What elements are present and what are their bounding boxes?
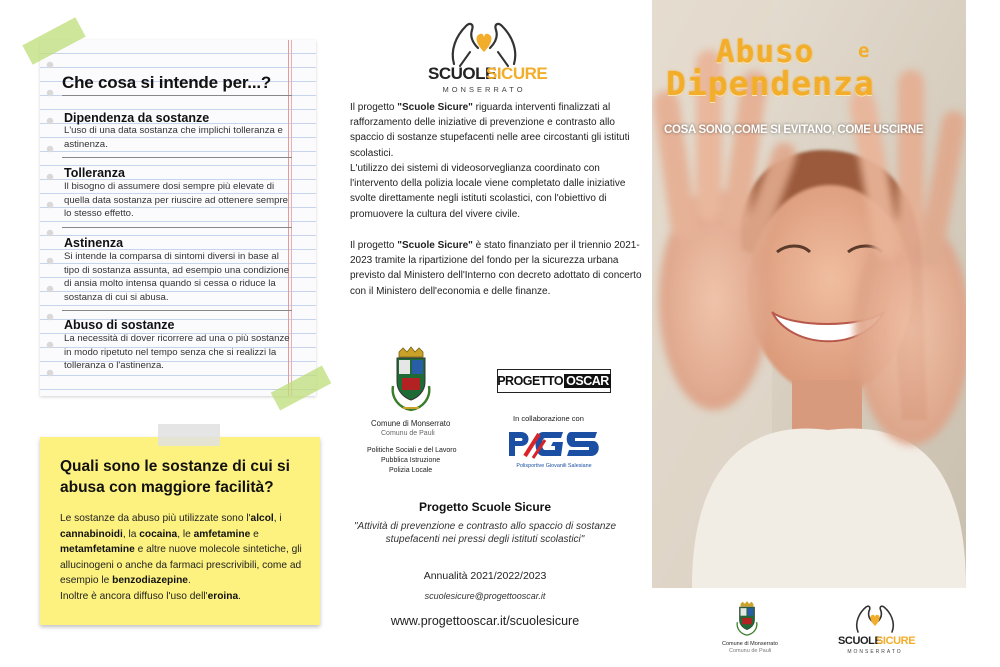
- project-website[interactable]: www.progettooscar.it/scuolesicure: [390, 614, 580, 628]
- note-term-alcol: alcol: [250, 513, 274, 524]
- section-rule: [62, 157, 292, 158]
- footer-comune-name: Comune di Monserrato: [722, 641, 778, 647]
- section-text-abuso: La necessità di dover ricorrere ad una o più sostanze in modo ripetuto nel tempo senza che si realizzi la tolleranza o l'astinenza.: [64, 333, 290, 372]
- section-heading-astinenza: Astinenza: [64, 236, 124, 250]
- section-text-dipendenza: L'uso di una data sostanza che implichi tolleranza e astinenza.: [64, 125, 283, 150]
- hero-title-line-2: Dipendenza: [666, 64, 875, 103]
- note-term-metamfetamine: metamfetamine: [60, 544, 135, 556]
- notebook-title-rule: [62, 95, 292, 96]
- logo-sub-text: MONSERRATO: [442, 85, 526, 94]
- section-heading-dipendenza: Dipendenza da sostanze: [64, 111, 210, 125]
- note-term-eroina: eroina: [207, 590, 239, 602]
- para-text: riguarda interventi finalizzati al rafforzamento delle iniziative di prevenzione e contrasto allo spaccio di sostanze stupefacenti nelle aree circostanti gli istituti scolastici.: [350, 102, 630, 159]
- note-text: e altre nuove molecole sintetiche, gli allucinogeni o anche da farmaci prescrivibili, come ad esempio le: [60, 544, 302, 587]
- note-text: .: [238, 590, 241, 602]
- project-email[interactable]: scuolesicure@progettooscar.it: [424, 591, 546, 601]
- footer-comune-sub: Comunu de Pauli: [729, 648, 772, 654]
- collab-label: In collaborazione con: [513, 414, 584, 423]
- scuole-sicure-logo: [414, 12, 554, 98]
- para-text: Il progetto: [350, 240, 398, 251]
- heart-icon: [870, 615, 879, 626]
- pgs-logo: [505, 426, 603, 470]
- note-term-cannabinoidi: cannabinoidi: [60, 528, 123, 540]
- section-text-tolleranza: Il bisogno di assumere dosi sempre più elevate di quella data sostanza per riuscire ad ottenere sempre lo stesso effetto.: [64, 181, 288, 220]
- footer-crest-icon: [733, 600, 761, 640]
- comune-office-3: Polizia Locale: [389, 467, 433, 474]
- oscar-text-b: OSCAR: [566, 374, 609, 388]
- para-brand: "Scuole Sicure": [397, 102, 473, 113]
- note-text: Le sostanze da abuso più utilizzate sono l': [60, 513, 251, 524]
- comune-office-1: Politiche Sociali e del Lavoro: [367, 447, 457, 454]
- footer-logo-sicure: SICURE: [876, 635, 916, 647]
- sticky-note-body: [60, 511, 316, 605]
- logo-scuole-text: SCUOLE: [428, 64, 496, 83]
- para-brand: "Scuole Sicure": [397, 240, 473, 251]
- progetto-oscar-logo: [497, 369, 611, 393]
- heart-icon: [477, 34, 492, 52]
- footer-logo-scuole: SCUOLE: [838, 635, 882, 647]
- intro-paragraph-2: L'utilizzo dei sistemi di videosorveglianza coordinato con l'intervento della polizia locale viene completato dalle iniziative svolte direttamente negli istituti scolastici, con l'obiettivo di promuovere la cultura del vivere civile.: [350, 163, 626, 220]
- note-text: e: [250, 528, 259, 540]
- comune-office-2: Pubblica Istruzione: [381, 457, 441, 464]
- hero-subtitle: COSA SONO,COME SI EVITANO, COME USCIRNE: [664, 124, 924, 136]
- footer-scuole-sicure-logo: [832, 600, 918, 658]
- notebook-title: Che cosa si intende per...?: [62, 73, 272, 92]
- note-text: Inoltre è ancora diffuso l'uso dell': [60, 590, 208, 602]
- intro-paragraph-1: [350, 100, 650, 161]
- note-text: , i: [273, 513, 282, 524]
- footer-logo-sub: MONSERRATO: [847, 649, 903, 655]
- comune-crest-icon: [385, 346, 437, 418]
- comune-name: Comune di Monserrato: [371, 419, 451, 428]
- sticky-note-tape: [158, 424, 220, 446]
- note-term-amfetamine: amfetamine: [193, 528, 251, 540]
- para-text: Il progetto: [350, 102, 398, 113]
- sticky-note-title: Quali sono le sostanze di cui si abusa con maggiore facilità?: [60, 458, 290, 496]
- section-heading-abuso: Abuso di sostanze: [64, 318, 175, 332]
- note-text: , le: [177, 528, 194, 540]
- note-text: .: [187, 575, 191, 587]
- note-term-benzodiazepine: benzodiazepine: [112, 575, 188, 587]
- section-rule: [62, 310, 292, 311]
- para-text: è stato finanziato per il triennio 2021-2023 tramite la ripartizione del fondo per la sicurezza urbana previsto dal Ministero dell'Interno con decreto adottato di concerto con il Ministero dell'economia e delle finanze.: [350, 240, 642, 297]
- section-text-astinenza: Si intende la comparsa di sintomi diversi in base al tipo di sostanza assunta, ad esempio una condizione di ansia molto intensa quando si cessa o riduce la sostanza di cui si abusa.: [64, 251, 290, 303]
- oscar-text-a: PROGETTO: [497, 374, 564, 388]
- comune-sub: Comunu de Pauli: [381, 430, 435, 437]
- hero-title-conjunction: e: [858, 40, 870, 62]
- note-term-cocaina: cocaina: [139, 528, 178, 540]
- project-years: Annualità 2021/2022/2023: [423, 570, 547, 582]
- pgs-sub-text: Polisportive Giovanili Salesiane: [516, 463, 592, 469]
- notebook-holes: [45, 60, 55, 386]
- project-subtitle: "Attività di prevenzione e contrasto allo spaccio di sostanze stupefacenti nei pressi degli istituti scolastici": [353, 521, 617, 545]
- intro-paragraph-3: [350, 238, 650, 299]
- note-text: , la: [122, 528, 140, 540]
- project-title: Progetto Scuole Sicure: [418, 500, 552, 514]
- hero-title-line-1: Abuso: [716, 34, 815, 70]
- section-heading-tolleranza: Tolleranza: [64, 166, 125, 180]
- section-rule: [62, 227, 292, 228]
- logo-sicure-text: SICURE: [486, 64, 548, 83]
